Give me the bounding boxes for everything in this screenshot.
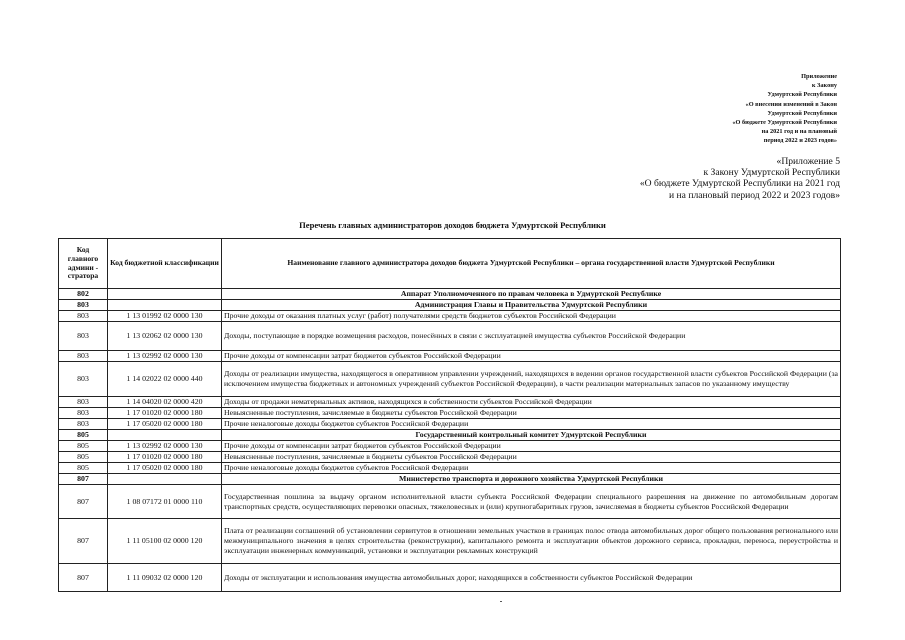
table-row xyxy=(59,351,841,362)
section-title: Аппарат Уполномоченного по правам человека в Удмуртской Республике xyxy=(222,289,841,300)
income-name: Прочие неналоговые доходы бюджетов субъектов Российской Федерации xyxy=(222,463,841,474)
budget-code xyxy=(108,430,222,441)
annex-line: «Приложение 5 xyxy=(776,156,840,167)
income-name: Доходы от эксплуатации и использования имущества автомобильных дорог, находящихся в собственности субъектов Российской Федерации xyxy=(222,564,841,592)
income-name: Государственная пошлина за выдачу органом исполнительной власти субъекта Российской Федерации специального разрешения на движение по автомобильным дорогам транспортных средств, осуществляющих перевозки опасных, тяжеловесных и (или) крупногабаритных грузов, зачисляемая в бюджеты субъектов Российской Федерации xyxy=(222,485,841,519)
header-line: «О бюджете Удмуртской Республики xyxy=(732,119,837,127)
admin-code: 807 xyxy=(59,474,108,485)
header-line: Удмуртской Республики xyxy=(767,109,837,117)
law-attachment-header xyxy=(637,72,837,146)
scan-speck xyxy=(500,601,502,602)
income-name: Доходы, поступающие в порядке возмещения расходов, понесённых в связи с эксплуатацией имущества субъектов Российской Федерации xyxy=(222,322,841,351)
annex-line: и на плановый период 2022 и 2023 годов» xyxy=(669,189,840,201)
budget-code: 1 14 02022 02 0000 440 xyxy=(108,362,222,397)
table-row xyxy=(59,322,841,351)
table-row xyxy=(59,408,841,419)
annex-line: к Закону Удмуртской Республики xyxy=(703,167,840,179)
table-row xyxy=(59,564,841,592)
income-name: Прочие неналоговые доходы бюджетов субъектов Российской Федерации xyxy=(222,419,841,430)
header-budget-code: Код бюджетной классификации xyxy=(108,239,222,289)
budget-code: 1 13 02992 02 0000 130 xyxy=(108,441,222,452)
header-line: период 2022 и 2023 годов» xyxy=(763,137,837,145)
budget-code: 1 17 05020 02 0000 180 xyxy=(108,463,222,474)
section-title: Министерство транспорта и дорожного хозяйства Удмуртской Республики xyxy=(222,474,841,485)
header-line: «О внесении изменений в Закон xyxy=(745,100,837,108)
admin-code: 805 xyxy=(59,452,108,463)
header-line: на 2021 год и на плановый xyxy=(761,128,837,136)
document-title: Перечень главных администраторов доходов бюджета Удмуртской Республики xyxy=(299,220,606,230)
admin-code: 807 xyxy=(59,564,108,592)
section-row xyxy=(59,289,841,300)
budget-code: 1 11 09032 02 0000 120 xyxy=(108,564,222,592)
section-title: Администрация Главы и Правительства Удмуртской Республики xyxy=(222,300,841,311)
table-row xyxy=(59,311,841,322)
budget-code: 1 17 01020 02 0000 180 xyxy=(108,452,222,463)
income-name: Невыясненные поступления, зачисляемые в бюджеты субъектов Российской Федерации xyxy=(222,452,841,463)
table-row xyxy=(59,419,841,430)
budget-code xyxy=(108,300,222,311)
admin-code: 807 xyxy=(59,485,108,519)
table-row xyxy=(59,452,841,463)
annex-line: «О бюджете Удмуртской Республики на 2021 год xyxy=(639,178,840,190)
budget-code: 1 11 05100 02 0000 120 xyxy=(108,519,222,564)
budget-code: 1 13 02062 02 0000 130 xyxy=(108,322,222,351)
income-name: Доходы от продажи нематериальных активов, находящихся в собственности субъектов Российской Федерации xyxy=(222,397,841,408)
header-admin-name: Наименование главного администратора доходов бюджета Удмуртской Республики – органа государственной власти Удмуртской Республики xyxy=(222,239,841,289)
income-name: Невыясненные поступления, зачисляемые в бюджеты субъектов Российской Федерации xyxy=(222,408,841,419)
table-header-row xyxy=(59,239,841,289)
budget-code xyxy=(108,474,222,485)
admin-code: 805 xyxy=(59,430,108,441)
section-row xyxy=(59,474,841,485)
budget-code: 1 13 01992 02 0000 130 xyxy=(108,311,222,322)
admin-code: 807 xyxy=(59,519,108,564)
admin-code: 805 xyxy=(59,441,108,452)
admin-code: 803 xyxy=(59,408,108,419)
budget-code: 1 13 02992 02 0000 130 xyxy=(108,351,222,362)
section-row xyxy=(59,300,841,311)
table-row xyxy=(59,397,841,408)
budget-code: 1 14 04020 02 0000 420 xyxy=(108,397,222,408)
annex-reference xyxy=(540,156,840,201)
income-name: Плата от реализации соглашений об установлении сервитутов в отношении земельных участков в границах полос отвода автомобильных дорог общего пользования регионального или межмуниципального значения в целях строительства (реконструкции), капитального ремонта и эксплуатации объектов дорожного сервиса, прокладки, переноса, переустройства и эксплуатации инженерных коммуникаций, установки и эксплуатации рекламных конструкций xyxy=(222,519,841,564)
income-name: Прочие доходы от компенсации затрат бюджетов субъектов Российской Федерации xyxy=(222,351,841,362)
admin-code: 805 xyxy=(59,463,108,474)
income-name: Прочие доходы от оказания платных услуг (работ) получателями средств бюджетов субъектов Российской Федерации xyxy=(222,311,841,322)
admin-code: 803 xyxy=(59,322,108,351)
header-line: к Закону xyxy=(811,82,837,90)
table-row xyxy=(59,485,841,519)
header-line: Удмуртской Республики xyxy=(767,91,837,99)
table-row xyxy=(59,441,841,452)
administrators-table xyxy=(58,238,841,592)
budget-code: 1 17 01020 02 0000 180 xyxy=(108,408,222,419)
income-name: Доходы от реализации имущества, находящегося в оперативном управлении учреждений, находящихся в ведении органов государственной власти субъектов Российской Федерации (за исключением имущества бюджетных и автономных учреждений субъектов Российской Федерации), в части реализации материальных запасов по указанному имуществу xyxy=(222,362,841,397)
section-title: Государственный контрольный комитет Удмуртской Республики xyxy=(222,430,841,441)
table-row xyxy=(59,519,841,564)
budget-code xyxy=(108,289,222,300)
table-row xyxy=(59,362,841,397)
budget-code: 1 17 05020 02 0000 180 xyxy=(108,419,222,430)
section-row xyxy=(59,430,841,441)
header-line: Приложение xyxy=(801,73,837,80)
admin-code: 803 xyxy=(59,419,108,430)
budget-code: 1 08 07172 01 0000 110 xyxy=(108,485,222,519)
admin-code: 803 xyxy=(59,362,108,397)
admin-code: 803 xyxy=(59,300,108,311)
admin-code: 803 xyxy=(59,311,108,322)
admin-code: 802 xyxy=(59,289,108,300)
admin-code: 803 xyxy=(59,397,108,408)
admin-code: 803 xyxy=(59,351,108,362)
income-name: Прочие доходы от компенсации затрат бюджетов субъектов Российской Федерации xyxy=(222,441,841,452)
header-admin-code: Код главного админи - стратора xyxy=(59,239,108,289)
table-row xyxy=(59,463,841,474)
